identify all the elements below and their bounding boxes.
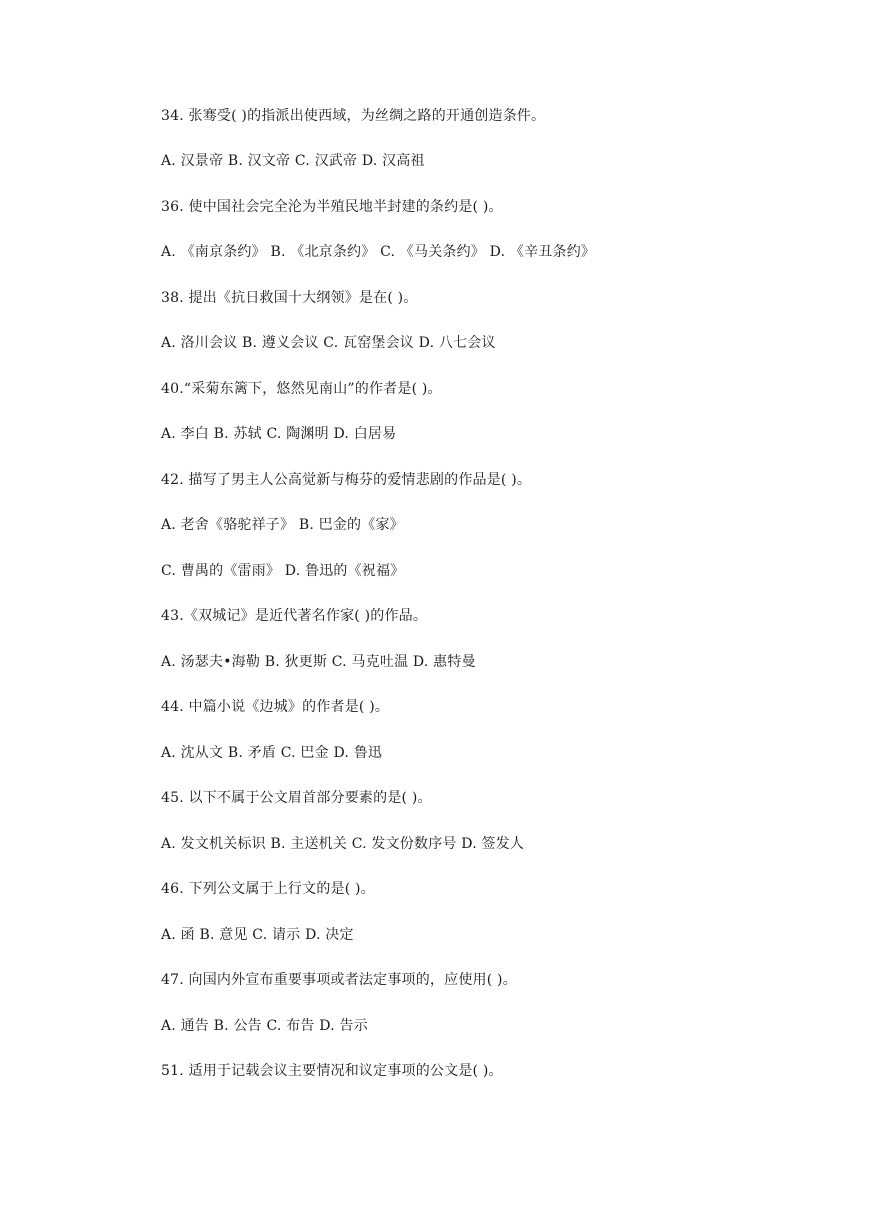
options-47: A. 通告 B. 公告 C. 布告 D. 告示 <box>161 1018 368 1034</box>
options-34: A. 汉景帝 B. 汉文帝 C. 汉武帝 D. 汉高祖 <box>161 153 425 169</box>
question-38: 38. 提出《抗日救国十大纲领》是在( )。 <box>161 290 418 306</box>
options-40: A. 李白 B. 苏轼 C. 陶渊明 D. 白居易 <box>161 426 397 442</box>
question-45: 45. 以下不属于公文眉首部分要素的是( )。 <box>161 790 432 806</box>
question-44: 44. 中篇小说《边城》的作者是( )。 <box>161 699 390 715</box>
options-46: A. 函 B. 意见 C. 请示 D. 决定 <box>161 927 354 943</box>
options-45: A. 发文机关标识 B. 主送机关 C. 发文份数序号 D. 签发人 <box>161 836 525 852</box>
question-40: 40.“采菊东篱下，悠然见南山”的作者是( )。 <box>161 381 442 397</box>
options-43: A. 汤瑟夫•海勒 B. 狄更斯 C. 马克吐温 D. 惠特曼 <box>161 654 476 670</box>
options-36: A. 《南京条约》 B. 《北京条约》 C. 《马关条约》 D. 《辛丑条约》 <box>161 244 596 260</box>
options-42-ab: A. 老舍《骆驼祥子》 B. 巴金的《家》 <box>161 517 404 533</box>
options-42-cd: C. 曹禺的《雷雨》 D. 鲁迅的《祝福》 <box>161 563 405 579</box>
question-42: 42. 描写了男主人公高觉新与梅芬的爱情悲剧的作品是( )。 <box>161 472 532 488</box>
options-44: A. 沈从文 B. 矛盾 C. 巴金 D. 鲁迅 <box>161 745 383 761</box>
question-47: 47. 向国内外宣布重要事项或者法定事项的，应使用( )。 <box>161 972 517 988</box>
question-34: 34. 张骞受( )的指派出使西域，为丝绸之路的开通创造条件。 <box>161 108 546 124</box>
question-43: 43.《双城记》是近代著名作家( )的作品。 <box>161 608 428 624</box>
options-38: A. 洛川会议 B. 遵义会议 C. 瓦窑堡会议 D. 八七会议 <box>161 335 496 351</box>
question-46: 46. 下列公文属于上行文的是( )。 <box>161 881 375 897</box>
question-51: 51. 适用于记载会议主要情况和议定事项的公文是( )。 <box>161 1063 503 1079</box>
question-36: 36. 使中国社会完全沦为半殖民地半封建的条约是( )。 <box>161 199 503 215</box>
